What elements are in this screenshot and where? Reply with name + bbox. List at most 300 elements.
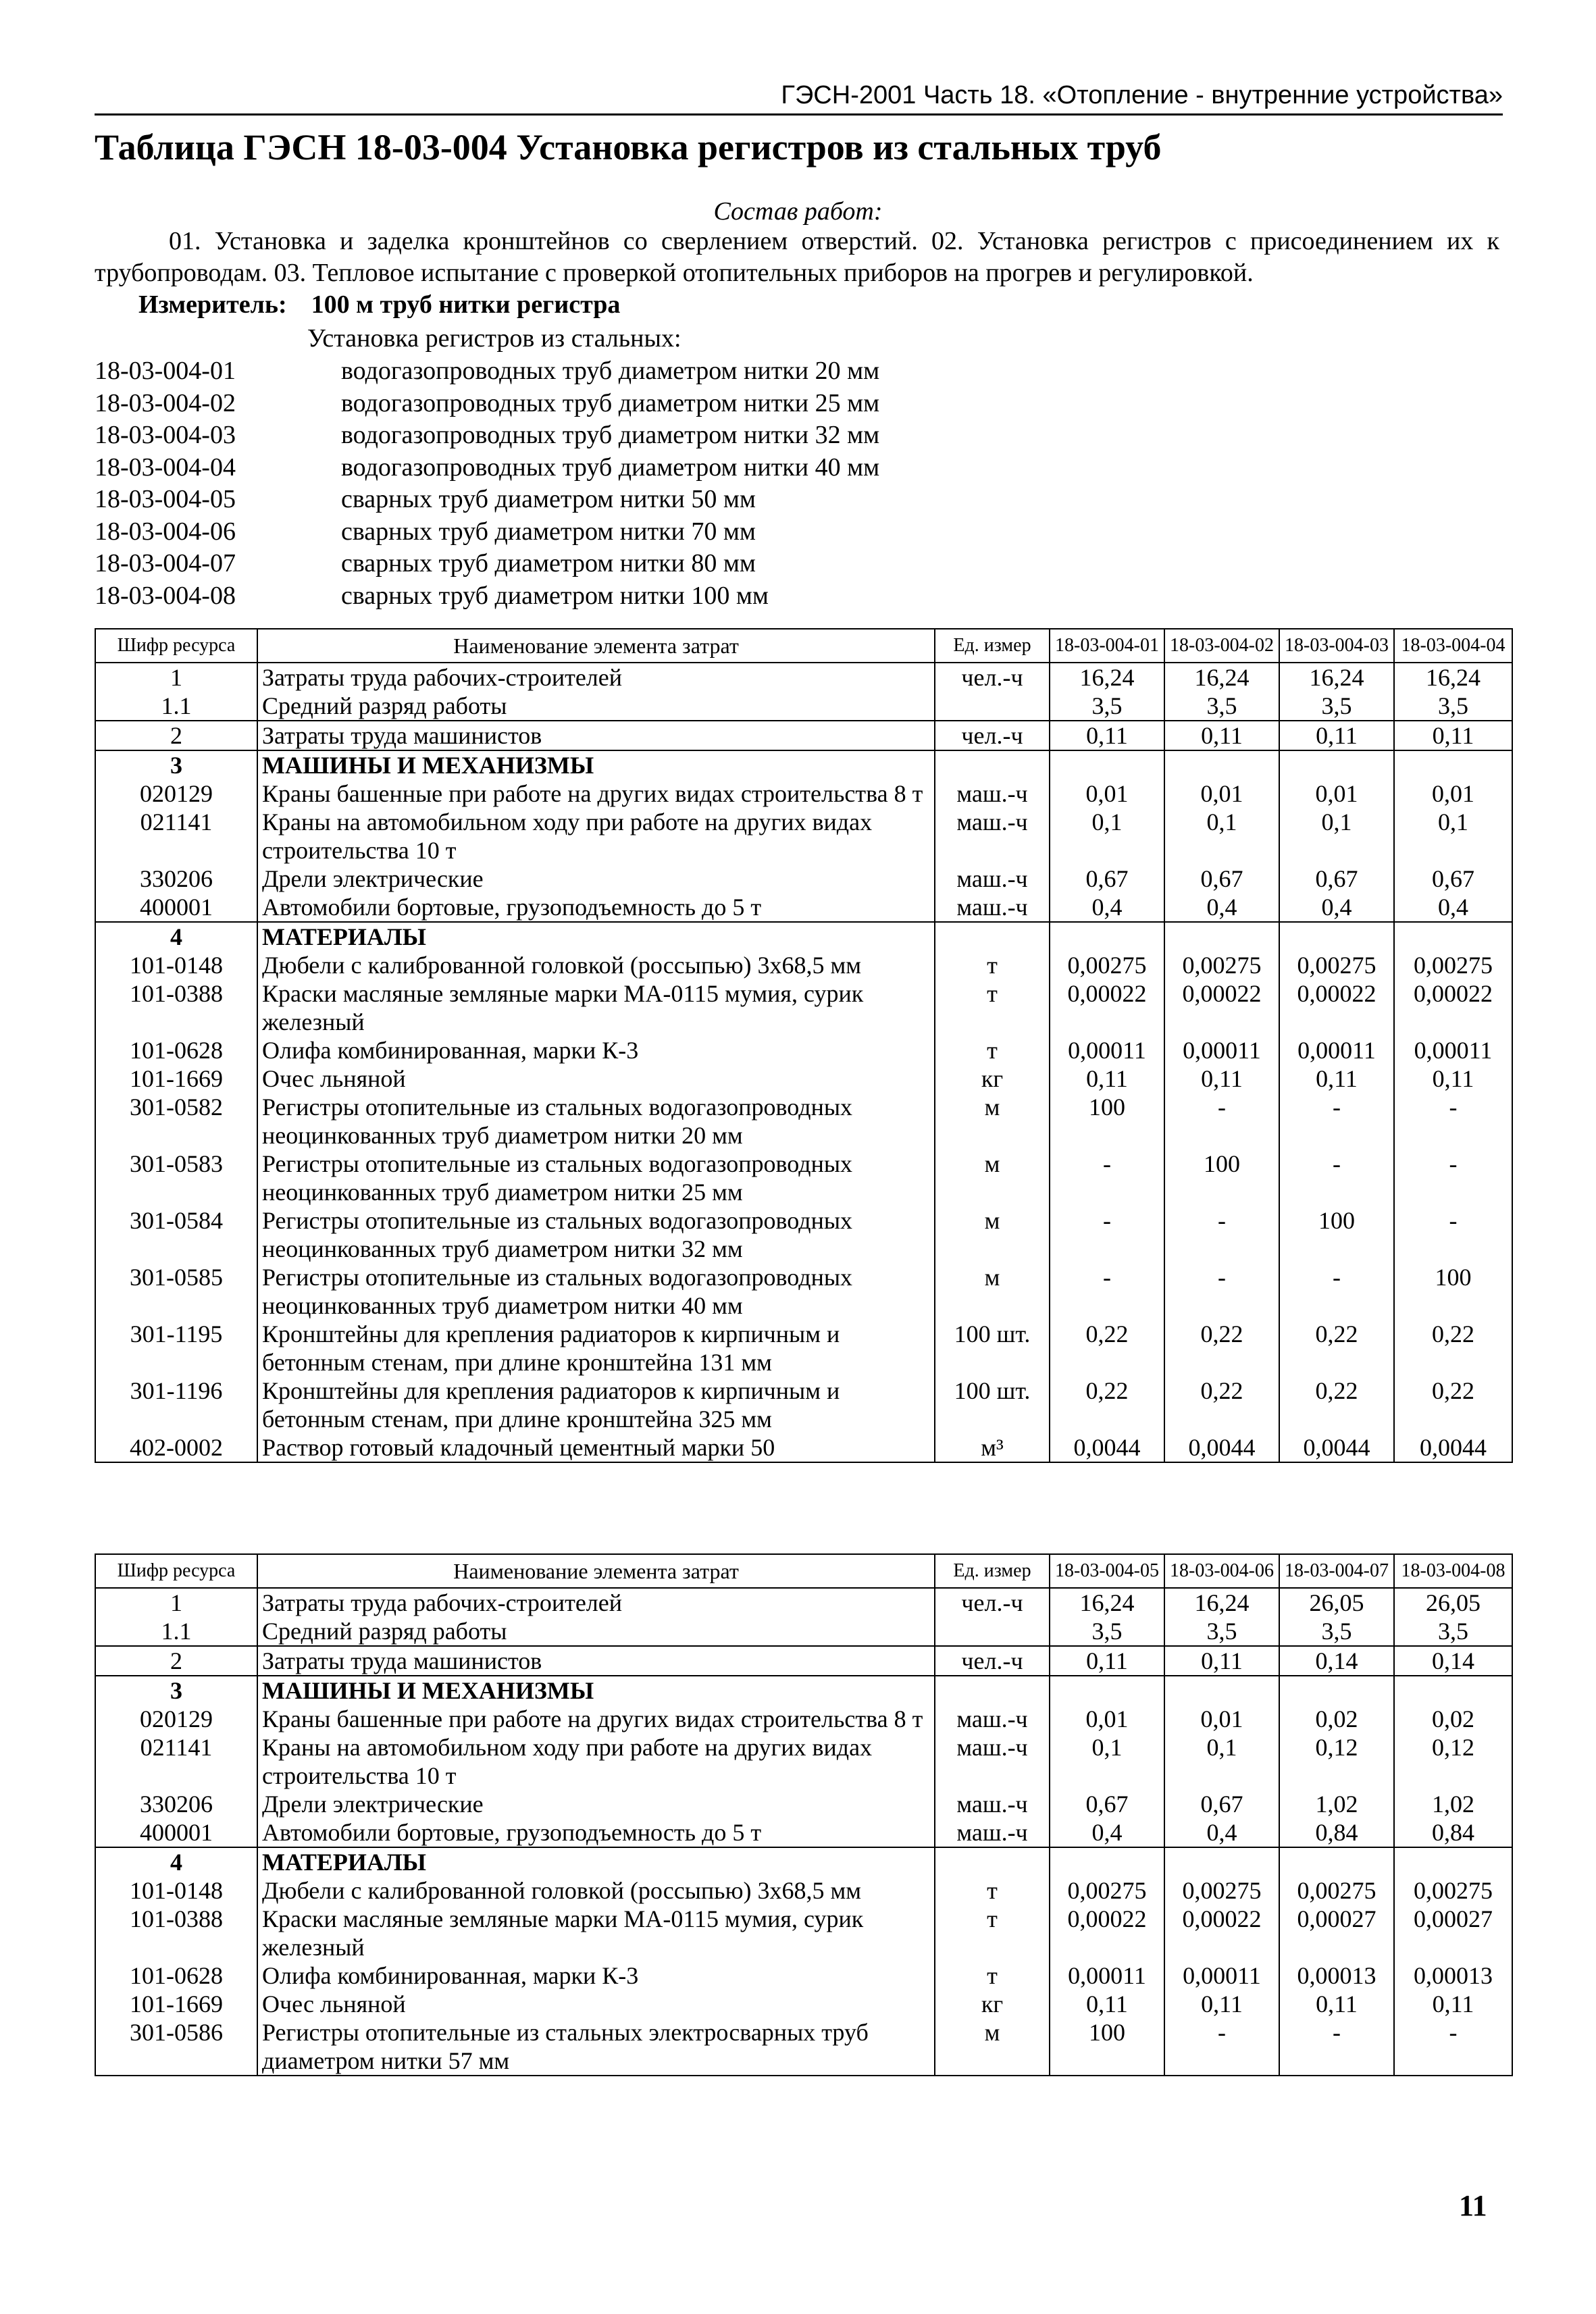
resource-name-cell: Краски масляные земляные марки МА-0115 мумия, сурик железный <box>257 1905 935 1961</box>
table-row <box>95 1905 1512 1961</box>
resource-name-cell: Затраты труда машинистов <box>257 1646 935 1676</box>
value-cell: 3,5 <box>1164 1617 1279 1646</box>
column-header: Наименование элемента затрат <box>257 1554 935 1588</box>
table-row <box>95 1676 1512 1705</box>
value-cell: 0,67 <box>1394 865 1512 893</box>
table-header-row <box>95 629 1512 663</box>
resource-name-cell: Регистры отопительные из стальных водогазопроводных неоцинкованных труб диаметром нитки 32 мм <box>257 1206 935 1263</box>
value-cell: 0,00275 <box>1164 951 1279 979</box>
resource-code-cell: 4 <box>95 922 257 951</box>
value-cell: 3,5 <box>1164 692 1279 721</box>
unit-cell: т <box>935 1876 1050 1905</box>
value-cell: 0,4 <box>1050 893 1164 922</box>
value-cell: 0,11 <box>1164 1646 1279 1676</box>
table-row <box>95 692 1512 721</box>
value-cell: 3,5 <box>1394 692 1512 721</box>
unit-cell: чел.-ч <box>935 663 1050 692</box>
value-cell: 0,00011 <box>1164 1961 1279 1990</box>
column-header: Шифр ресурса <box>95 1554 257 1588</box>
page-number: 11 <box>1459 2189 1487 2222</box>
code-id: 18-03-004-05 <box>95 485 236 513</box>
unit-cell: чел.-ч <box>935 1588 1050 1617</box>
resource-code-cell: 400001 <box>95 1818 257 1847</box>
resource-name-cell: Регистры отопительные из стальных водогазопроводных неоцинкованных труб диаметром нитки 40 мм <box>257 1263 935 1320</box>
resource-code-cell: 101-0148 <box>95 951 257 979</box>
table-row <box>95 1377 1512 1433</box>
table-row <box>95 2018 1512 2076</box>
value-cell: 0,00022 <box>1279 979 1394 1036</box>
resource-code-cell: 101-1669 <box>95 1064 257 1093</box>
value-cell: 0,00011 <box>1394 1036 1512 1064</box>
value-cell: 0,00275 <box>1279 951 1394 979</box>
value-cell <box>1279 922 1394 951</box>
column-header: 18-03-004-04 <box>1394 629 1512 663</box>
value-cell: - <box>1279 2018 1394 2076</box>
resource-name-cell: Затраты труда машинистов <box>257 721 935 750</box>
resource-code-cell: 330206 <box>95 865 257 893</box>
value-cell <box>1279 1847 1394 1876</box>
resource-code-cell: 101-0628 <box>95 1036 257 1064</box>
table-row <box>95 1646 1512 1676</box>
unit-cell: м <box>935 2018 1050 2076</box>
value-cell: - <box>1164 1093 1279 1150</box>
resource-code-cell: 101-0388 <box>95 1905 257 1961</box>
resource-name-cell: Олифа комбинированная, марки К-3 <box>257 1961 935 1990</box>
meter-label: Измеритель: <box>138 290 287 319</box>
resource-name-cell: Дюбели с калиброванной головкой (россыпью) 3х68,5 мм <box>257 1876 935 1905</box>
table-row <box>95 1064 1512 1093</box>
value-cell: 0,02 <box>1394 1705 1512 1733</box>
resource-name-cell: Краны башенные при работе на других видах строительства 8 т <box>257 1705 935 1733</box>
value-cell: 0,11 <box>1050 1064 1164 1093</box>
value-cell <box>1394 1676 1512 1705</box>
column-header: Наименование элемента затрат <box>257 629 935 663</box>
unit-cell <box>935 692 1050 721</box>
resource-name-cell: Кронштейны для крепления радиаторов к кирпичным и бетонным стенам, при длине кронштейна 325 мм <box>257 1377 935 1433</box>
value-cell: - <box>1279 1263 1394 1320</box>
code-list <box>95 355 879 612</box>
value-cell: 16,24 <box>1394 663 1512 692</box>
value-cell: 100 <box>1279 1206 1394 1263</box>
unit-cell <box>935 1847 1050 1876</box>
value-cell: 0,1 <box>1164 1733 1279 1790</box>
table-row <box>95 1617 1512 1646</box>
table-row <box>95 1961 1512 1990</box>
value-cell: 16,24 <box>1279 663 1394 692</box>
value-cell: 0,11 <box>1164 1064 1279 1093</box>
value-cell: 0,00275 <box>1394 1876 1512 1905</box>
unit-cell: маш.-ч <box>935 1790 1050 1818</box>
table-row <box>95 951 1512 979</box>
resource-code-cell: 1 <box>95 1588 257 1617</box>
value-cell: - <box>1164 2018 1279 2076</box>
value-cell: 0,11 <box>1279 721 1394 750</box>
unit-cell: кг <box>935 1990 1050 2018</box>
running-header: ГЭСН-2001 Часть 18. «Отопление - внутренние устройства» <box>95 80 1503 115</box>
meter-value: 100 м труб нитки регистра <box>311 290 621 319</box>
resource-name-cell: Краны башенные при работе на других видах строительства 8 т <box>257 779 935 808</box>
resource-name-cell: Олифа комбинированная, марки К-3 <box>257 1036 935 1064</box>
value-cell: 0,11 <box>1050 721 1164 750</box>
value-cell: 16,24 <box>1164 1588 1279 1617</box>
unit-cell: маш.-ч <box>935 1733 1050 1790</box>
value-cell: 0,01 <box>1050 779 1164 808</box>
resource-code-cell: 1.1 <box>95 692 257 721</box>
unit-cell: т <box>935 1961 1050 1990</box>
table-row <box>95 808 1512 865</box>
value-cell: 0,22 <box>1394 1377 1512 1433</box>
table-row <box>95 1433 1512 1462</box>
code-id: 18-03-004-03 <box>95 421 236 449</box>
value-cell: 0,67 <box>1050 1790 1164 1818</box>
value-cell: 0,01 <box>1394 779 1512 808</box>
composition-heading: Состав работ: <box>713 197 883 226</box>
value-cell <box>1050 750 1164 779</box>
table-row <box>95 1263 1512 1320</box>
resource-code-cell: 402-0002 <box>95 1433 257 1462</box>
resource-name-cell: МАТЕРИАЛЫ <box>257 1847 935 1876</box>
resource-code-cell: 301-0582 <box>95 1093 257 1150</box>
unit-cell: м <box>935 1263 1050 1320</box>
value-cell: 0,67 <box>1050 865 1164 893</box>
value-cell: 0,11 <box>1279 1990 1394 2018</box>
table-row <box>95 893 1512 922</box>
resource-name-cell: Регистры отопительные из стальных водогазопроводных неоцинкованных труб диаметром нитки 20 мм <box>257 1093 935 1150</box>
table-row <box>95 1847 1512 1876</box>
unit-cell: маш.-ч <box>935 1705 1050 1733</box>
unit-cell: т <box>935 951 1050 979</box>
code-list-item <box>95 388 879 420</box>
value-cell: 0,01 <box>1164 1705 1279 1733</box>
value-cell: 0,00027 <box>1394 1905 1512 1961</box>
resource-code-cell: 1.1 <box>95 1617 257 1646</box>
value-cell: 0,22 <box>1279 1320 1394 1377</box>
resource-name-cell: Затраты труда рабочих-строителей <box>257 663 935 692</box>
value-cell: 0,4 <box>1279 893 1394 922</box>
table-row <box>95 1150 1512 1206</box>
resource-code-cell: 020129 <box>95 779 257 808</box>
value-cell: 1,02 <box>1394 1790 1512 1818</box>
code-list-item <box>95 355 879 388</box>
resource-code-cell: 2 <box>95 721 257 750</box>
code-description: водогазопроводных труб диаметром нитки 32 мм <box>341 421 880 449</box>
value-cell: 0,22 <box>1164 1377 1279 1433</box>
code-list-item <box>95 419 879 452</box>
value-cell: 0,22 <box>1279 1377 1394 1433</box>
value-cell <box>1164 1847 1279 1876</box>
table-row <box>95 1990 1512 2018</box>
value-cell: 0,1 <box>1050 808 1164 865</box>
value-cell: 0,00011 <box>1050 1036 1164 1064</box>
resource-name-cell: МАТЕРИАЛЫ <box>257 922 935 951</box>
unit-cell: чел.-ч <box>935 721 1050 750</box>
column-header: 18-03-004-08 <box>1394 1554 1512 1588</box>
value-cell: - <box>1164 1263 1279 1320</box>
value-cell: 0,00013 <box>1394 1961 1512 1990</box>
resource-table-1 <box>95 628 1513 1463</box>
resource-name-cell: Краски масляные земляные марки МА-0115 мумия, сурик железный <box>257 979 935 1036</box>
value-cell: - <box>1394 1206 1512 1263</box>
value-cell: - <box>1279 1150 1394 1206</box>
table-row <box>95 1818 1512 1847</box>
value-cell <box>1279 1676 1394 1705</box>
value-cell: 0,00027 <box>1279 1905 1394 1961</box>
table-row <box>95 1733 1512 1790</box>
column-header: 18-03-004-02 <box>1164 629 1279 663</box>
value-cell: - <box>1394 1093 1512 1150</box>
unit-cell: кг <box>935 1064 1050 1093</box>
value-cell: - <box>1394 2018 1512 2076</box>
resource-name-cell: Краны на автомобильном ходу при работе на других видах строительства 10 т <box>257 808 935 865</box>
unit-cell: м³ <box>935 1433 1050 1462</box>
code-description: сварных труб диаметром нитки 70 мм <box>341 517 756 546</box>
unit-cell: м <box>935 1093 1050 1150</box>
resource-code-cell: 301-1196 <box>95 1377 257 1433</box>
value-cell: 1,02 <box>1279 1790 1394 1818</box>
value-cell: 3,5 <box>1279 1617 1394 1646</box>
code-id: 18-03-004-08 <box>95 581 236 610</box>
value-cell: 0,00022 <box>1164 1905 1279 1961</box>
value-cell <box>1279 750 1394 779</box>
value-cell: 0,12 <box>1394 1733 1512 1790</box>
value-cell: 0,00275 <box>1164 1876 1279 1905</box>
table-row <box>95 1036 1512 1064</box>
resource-name-cell: Автомобили бортовые, грузоподъемность до 5 т <box>257 1818 935 1847</box>
value-cell <box>1394 1847 1512 1876</box>
resource-name-cell: МАШИНЫ И МЕХАНИЗМЫ <box>257 1676 935 1705</box>
value-cell: 100 <box>1050 1093 1164 1150</box>
value-cell: - <box>1164 1206 1279 1263</box>
value-cell: 100 <box>1394 1263 1512 1320</box>
column-header: Шифр ресурса <box>95 629 257 663</box>
value-cell: 0,0044 <box>1050 1433 1164 1462</box>
resource-code-cell: 101-0388 <box>95 979 257 1036</box>
value-cell: 0,11 <box>1050 1990 1164 2018</box>
resource-code-cell: 1 <box>95 663 257 692</box>
value-cell: 16,24 <box>1050 663 1164 692</box>
value-cell: 0,84 <box>1279 1818 1394 1847</box>
column-header: 18-03-004-07 <box>1279 1554 1394 1588</box>
table-row <box>95 779 1512 808</box>
resource-name-cell: Средний разряд работы <box>257 692 935 721</box>
column-header: 18-03-004-03 <box>1279 629 1394 663</box>
resource-name-cell: Краны на автомобильном ходу при работе на других видах строительства 10 т <box>257 1733 935 1790</box>
unit-cell: чел.-ч <box>935 1646 1050 1676</box>
resource-code-cell: 021141 <box>95 808 257 865</box>
table-row <box>95 1320 1512 1377</box>
table-row <box>95 1093 1512 1150</box>
resource-name-cell: Регистры отопительные из стальных электросварных труб диаметром нитки 57 мм <box>257 2018 935 2076</box>
value-cell: 0,67 <box>1279 865 1394 893</box>
table-row <box>95 865 1512 893</box>
resource-code-cell: 330206 <box>95 1790 257 1818</box>
value-cell: 0,01 <box>1164 779 1279 808</box>
install-heading: Установка регистров из стальных: <box>307 324 681 353</box>
value-cell <box>1164 922 1279 951</box>
resource-code-cell: 101-0148 <box>95 1876 257 1905</box>
code-description: водогазопроводных труб диаметром нитки 20 мм <box>341 357 880 385</box>
value-cell <box>1050 1676 1164 1705</box>
value-cell: - <box>1279 1093 1394 1150</box>
value-cell: 0,0044 <box>1164 1433 1279 1462</box>
unit-cell: маш.-ч <box>935 865 1050 893</box>
value-cell: 0,84 <box>1394 1818 1512 1847</box>
resource-name-cell: Раствор готовый кладочный цементный марки 50 <box>257 1433 935 1462</box>
value-cell: 0,00011 <box>1164 1036 1279 1064</box>
table-row <box>95 1206 1512 1263</box>
code-description: водогазопроводных труб диаметром нитки 40 мм <box>341 453 880 482</box>
value-cell <box>1050 1847 1164 1876</box>
value-cell: 0,00013 <box>1279 1961 1394 1990</box>
resource-name-cell: МАШИНЫ И МЕХАНИЗМЫ <box>257 750 935 779</box>
value-cell: 0,4 <box>1394 893 1512 922</box>
code-list-item <box>95 452 879 484</box>
unit-cell: м <box>935 1206 1050 1263</box>
code-list-item <box>95 484 879 516</box>
value-cell: - <box>1050 1263 1164 1320</box>
table-row <box>95 1588 1512 1617</box>
value-cell: 3,5 <box>1279 692 1394 721</box>
value-cell: 0,01 <box>1050 1705 1164 1733</box>
value-cell: 0,12 <box>1279 1733 1394 1790</box>
value-cell: 0,1 <box>1394 808 1512 865</box>
meter <box>138 289 620 320</box>
code-description: водогазопроводных труб диаметром нитки 25 мм <box>341 388 880 417</box>
value-cell: 0,11 <box>1394 1990 1512 2018</box>
value-cell: 0,22 <box>1050 1377 1164 1433</box>
resource-name-cell: Автомобили бортовые, грузоподъемность до 5 т <box>257 893 935 922</box>
code-id: 18-03-004-04 <box>95 453 236 482</box>
resource-name-cell: Средний разряд работы <box>257 1617 935 1646</box>
value-cell: 0,00022 <box>1050 1905 1164 1961</box>
value-cell: - <box>1050 1206 1164 1263</box>
resource-code-cell: 4 <box>95 1847 257 1876</box>
table-row <box>95 1876 1512 1905</box>
value-cell: 0,67 <box>1164 1790 1279 1818</box>
value-cell: 100 <box>1164 1150 1279 1206</box>
value-cell: 0,11 <box>1164 1990 1279 2018</box>
column-header: Ед. измер <box>935 629 1050 663</box>
value-cell: 0,4 <box>1050 1818 1164 1847</box>
unit-cell: маш.-ч <box>935 808 1050 865</box>
value-cell: 0,11 <box>1164 721 1279 750</box>
value-cell <box>1164 750 1279 779</box>
value-cell: 0,4 <box>1164 893 1279 922</box>
unit-cell: т <box>935 979 1050 1036</box>
value-cell: - <box>1394 1150 1512 1206</box>
value-cell: 0,00275 <box>1279 1876 1394 1905</box>
value-cell: 0,4 <box>1164 1818 1279 1847</box>
value-cell: 0,01 <box>1279 779 1394 808</box>
resource-code-cell: 301-0586 <box>95 2018 257 2076</box>
value-cell: 0,00022 <box>1394 979 1512 1036</box>
value-cell: 26,05 <box>1279 1588 1394 1617</box>
unit-cell <box>935 1617 1050 1646</box>
code-list-item <box>95 516 879 548</box>
column-header: 18-03-004-05 <box>1050 1554 1164 1588</box>
resource-name-cell: Кронштейны для крепления радиаторов к кирпичным и бетонным стенам, при длине кронштейна 131 мм <box>257 1320 935 1377</box>
value-cell: 16,24 <box>1164 663 1279 692</box>
value-cell: 0,00275 <box>1050 951 1164 979</box>
unit-cell: т <box>935 1905 1050 1961</box>
resource-code-cell: 2 <box>95 1646 257 1676</box>
resource-table-2 <box>95 1553 1513 2076</box>
value-cell: 0,00022 <box>1050 979 1164 1036</box>
table-row <box>95 750 1512 779</box>
value-cell: 0,00011 <box>1050 1961 1164 1990</box>
code-id: 18-03-004-02 <box>95 388 236 417</box>
resource-code-cell: 3 <box>95 1676 257 1705</box>
value-cell: 0,00275 <box>1394 951 1512 979</box>
resource-code-cell: 301-0583 <box>95 1150 257 1206</box>
unit-cell: 100 шт. <box>935 1377 1050 1433</box>
unit-cell: т <box>935 1036 1050 1064</box>
value-cell <box>1394 922 1512 951</box>
value-cell: 0,11 <box>1279 1064 1394 1093</box>
table-row <box>95 663 1512 692</box>
column-header: 18-03-004-01 <box>1050 629 1164 663</box>
value-cell: 0,14 <box>1394 1646 1512 1676</box>
value-cell: 3,5 <box>1050 692 1164 721</box>
resource-name-cell: Дрели электрические <box>257 1790 935 1818</box>
resource-code-cell: 3 <box>95 750 257 779</box>
value-cell: 100 <box>1050 2018 1164 2076</box>
resource-code-cell: 021141 <box>95 1733 257 1790</box>
value-cell: 0,00022 <box>1164 979 1279 1036</box>
value-cell: 0,1 <box>1279 808 1394 865</box>
value-cell: 0,0044 <box>1394 1433 1512 1462</box>
table-header-row <box>95 1554 1512 1588</box>
resource-code-cell: 301-0584 <box>95 1206 257 1263</box>
unit-cell: маш.-ч <box>935 893 1050 922</box>
code-id: 18-03-004-06 <box>95 517 236 546</box>
value-cell: 0,11 <box>1394 721 1512 750</box>
value-cell: 0,67 <box>1164 865 1279 893</box>
unit-cell: маш.-ч <box>935 779 1050 808</box>
table-row <box>95 1705 1512 1733</box>
value-cell <box>1394 750 1512 779</box>
column-header: Ед. измер <box>935 1554 1050 1588</box>
value-cell: 3,5 <box>1394 1617 1512 1646</box>
value-cell: 0,02 <box>1279 1705 1394 1733</box>
code-id: 18-03-004-07 <box>95 549 236 577</box>
value-cell: 0,22 <box>1164 1320 1279 1377</box>
value-cell: 0,00275 <box>1050 1876 1164 1905</box>
value-cell: 0,11 <box>1394 1064 1512 1093</box>
value-cell: 0,1 <box>1164 808 1279 865</box>
resource-code-cell: 020129 <box>95 1705 257 1733</box>
unit-cell <box>935 1676 1050 1705</box>
resource-code-cell: 301-1195 <box>95 1320 257 1377</box>
value-cell: 0,11 <box>1050 1646 1164 1676</box>
table-row <box>95 1790 1512 1818</box>
value-cell: 0,22 <box>1050 1320 1164 1377</box>
resource-name-cell: Очес льняной <box>257 1990 935 2018</box>
page-title: Таблица ГЭСН 18-03-004 Установка регистров из стальных труб <box>95 127 1162 168</box>
table-row <box>95 721 1512 750</box>
table-row <box>95 979 1512 1036</box>
resource-name-cell: Дюбели с калиброванной головкой (россыпью) 3х68,5 мм <box>257 951 935 979</box>
code-description: сварных труб диаметром нитки 50 мм <box>341 485 756 513</box>
unit-cell: маш.-ч <box>935 1818 1050 1847</box>
composition-text: 01. Установка и заделка кронштейнов со сверлением отверстий. 02. Установка регистров с присоединением их к трубопроводам. 03. Тепловое испытание с проверкой отопительных приборов на прогрев и регулировкой. <box>95 227 1499 287</box>
resource-code-cell: 301-0585 <box>95 1263 257 1320</box>
unit-cell: 100 шт. <box>935 1320 1050 1377</box>
resource-code-cell: 101-0628 <box>95 1961 257 1990</box>
code-description: сварных труб диаметром нитки 80 мм <box>341 549 756 577</box>
unit-cell <box>935 750 1050 779</box>
value-cell: 0,0044 <box>1279 1433 1394 1462</box>
